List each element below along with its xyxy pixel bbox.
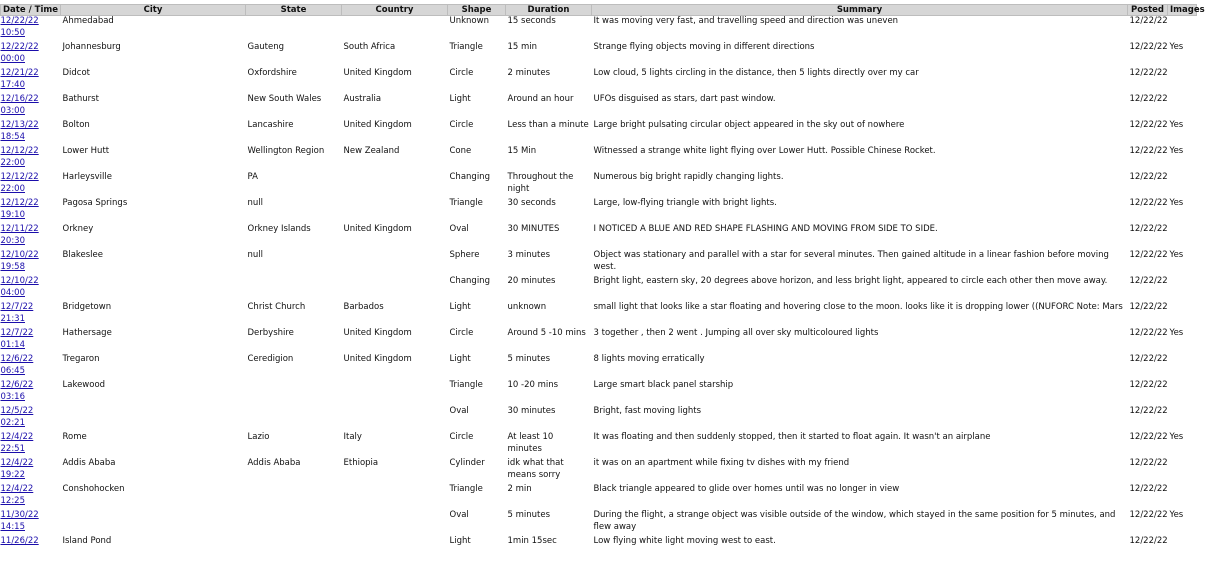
- date-time-cell: [1, 328, 61, 354]
- images-cell: [1168, 172, 1197, 198]
- date-time-link[interactable]: [1, 510, 39, 532]
- date-time-link[interactable]: [1, 458, 34, 480]
- images-cell: Yes: [1169, 432, 1184, 442]
- city-cell: Island Pond: [62, 536, 112, 546]
- duration-cell: 30 minutes: [507, 406, 556, 416]
- duration-cell: 1min 15sec: [507, 536, 557, 546]
- country-cell: Australia: [343, 94, 382, 104]
- duration-cell: 15 min: [507, 42, 538, 52]
- posted-cell: 12/22/22: [1129, 536, 1168, 546]
- country-cell: Italy: [343, 432, 362, 442]
- table-row: [1, 510, 1197, 536]
- images-cell: [1168, 536, 1197, 562]
- duration-cell: 10 -20 mins: [507, 380, 559, 390]
- date-time-link[interactable]: [1, 354, 34, 376]
- time-text: 20:30: [0, 235, 25, 246]
- date-text: 12/12/22: [0, 198, 39, 208]
- header-duration[interactable]: Duration: [506, 5, 592, 16]
- table-row: [1, 432, 1197, 458]
- country-cell: [342, 276, 448, 302]
- city-cell: Orkney: [62, 224, 94, 234]
- date-text: 12/22/22: [0, 42, 39, 52]
- duration-cell: Around 5 -10 mins: [507, 328, 586, 338]
- country-cell: United Kingdom: [343, 354, 412, 364]
- summary-cell: It was moving very fast, and travelling speed and direction was uneven: [593, 16, 899, 26]
- posted-cell: 12/22/22: [1129, 302, 1168, 312]
- summary-cell: Large, low-flying triangle with bright lights.: [593, 198, 777, 208]
- summary-cell: Bright, fast moving lights: [593, 406, 701, 416]
- date-text: 12/6/22: [0, 380, 34, 390]
- date-time-link[interactable]: [1, 484, 34, 506]
- header-city[interactable]: City: [61, 5, 246, 16]
- images-cell: Yes: [1169, 120, 1184, 130]
- images-cell: Yes: [1169, 328, 1184, 338]
- posted-cell: 12/22/22: [1129, 224, 1168, 234]
- date-time-link[interactable]: [1, 16, 39, 38]
- country-cell: [342, 172, 448, 198]
- duration-cell: 15 Min: [507, 146, 537, 156]
- date-text: 12/12/22: [0, 172, 39, 182]
- date-time-link[interactable]: [1, 68, 39, 90]
- images-cell: [1168, 484, 1197, 510]
- header-date-time[interactable]: Date / Time: [1, 5, 61, 16]
- city-cell: Rome: [62, 432, 87, 442]
- table-row: [1, 146, 1197, 172]
- shape-cell: Triangle: [449, 484, 483, 494]
- shape-cell: Light: [449, 302, 471, 312]
- table-row: [1, 380, 1197, 406]
- images-cell: [1168, 302, 1197, 328]
- duration-cell: Less than a minute: [507, 120, 589, 130]
- images-cell: Yes: [1169, 198, 1184, 208]
- table-row: [1, 198, 1197, 224]
- table-row: [1, 172, 1197, 198]
- date-time-link[interactable]: [1, 328, 34, 350]
- date-time-link[interactable]: [1, 224, 39, 246]
- city-cell: [61, 276, 246, 302]
- summary-cell: Object was stationary and parallel with a star for several minutes. Then gained altitude in a linear fashion before moving west.: [593, 250, 1109, 272]
- duration-cell: 30 MINUTES: [507, 224, 560, 234]
- summary-cell: Witnessed a strange white light flying over Lower Hutt. Possible Chinese Rocket.: [593, 146, 936, 156]
- shape-cell: Triangle: [449, 380, 483, 390]
- header-state[interactable]: State: [246, 5, 342, 16]
- images-cell: [1168, 354, 1197, 380]
- date-time-cell: [1, 42, 61, 68]
- date-time-cell: [1, 276, 61, 302]
- date-time-cell: [1, 146, 61, 172]
- country-cell: [342, 510, 448, 536]
- summary-cell: Large smart black panel starship: [593, 380, 734, 390]
- posted-cell: 12/22/22: [1129, 198, 1168, 208]
- shape-cell: Triangle: [449, 42, 483, 52]
- posted-cell: 12/22/22: [1129, 380, 1168, 390]
- images-cell: [1168, 458, 1197, 484]
- images-cell: Yes: [1169, 510, 1184, 520]
- duration-cell: 15 seconds: [507, 16, 556, 26]
- state-cell: Orkney Islands: [247, 224, 311, 234]
- header-summary[interactable]: Summary: [592, 5, 1128, 16]
- state-cell: [246, 510, 342, 536]
- date-time-cell: [1, 406, 61, 432]
- posted-cell: 12/22/22: [1129, 16, 1168, 26]
- time-text: 03:00: [0, 105, 25, 116]
- date-text: 12/5/22: [0, 406, 34, 416]
- city-cell: Addis Ababa: [62, 458, 116, 468]
- posted-cell: 12/22/22: [1129, 458, 1168, 468]
- city-cell: Didcot: [62, 68, 91, 78]
- table-row: [1, 458, 1197, 484]
- posted-cell: 12/22/22: [1129, 354, 1168, 364]
- date-text: 11/30/22: [0, 510, 39, 520]
- state-cell: PA: [247, 172, 258, 182]
- state-cell: null: [247, 250, 263, 260]
- duration-cell: 5 minutes: [507, 510, 551, 520]
- images-cell: [1168, 406, 1197, 432]
- date-time-cell: [1, 224, 61, 250]
- header-posted[interactable]: Posted: [1128, 5, 1168, 16]
- date-text: 12/4/22: [0, 432, 34, 442]
- table-row: [1, 250, 1197, 276]
- date-time-link[interactable]: [1, 42, 39, 64]
- time-text: 14:15: [0, 521, 25, 532]
- state-cell: [246, 16, 342, 43]
- state-cell: Gauteng: [247, 42, 285, 52]
- summary-cell: it was on an apartment while fixing tv dishes with my friend: [593, 458, 850, 468]
- state-cell: [246, 406, 342, 432]
- country-cell: [342, 16, 448, 43]
- summary-cell: small light that looks like a star floating and hovering close to the moon. looks like it is dropping lower ((NUFORC Note: Mars: [593, 302, 1123, 312]
- time-text: 04:00: [0, 287, 25, 298]
- summary-cell: Large bright pulsating circular object appeared in the sky out of nowhere: [593, 120, 905, 130]
- table-row: [1, 354, 1197, 380]
- city-cell: [61, 510, 246, 536]
- date-time-cell: [1, 172, 61, 198]
- posted-cell: 12/22/22: [1129, 328, 1168, 338]
- table-row: [1, 68, 1197, 94]
- country-cell: Barbados: [343, 302, 384, 312]
- date-time-cell: [1, 94, 61, 120]
- time-text: 10:50: [0, 27, 25, 38]
- header-images[interactable]: Images: [1168, 5, 1197, 16]
- date-time-link[interactable]: [1, 198, 39, 220]
- date-time-link[interactable]: [1, 146, 39, 168]
- date-text: 12/10/22: [0, 250, 39, 260]
- posted-cell: 12/22/22: [1129, 42, 1168, 52]
- images-cell: Yes: [1169, 146, 1184, 156]
- summary-cell: It was floating and then suddenly stopped, then it started to float again. It wasn't an airplane: [593, 432, 991, 442]
- state-cell: [246, 536, 342, 562]
- country-cell: United Kingdom: [343, 328, 412, 338]
- images-cell: [1168, 224, 1197, 250]
- date-text: 12/7/22: [0, 302, 34, 312]
- shape-cell: Cylinder: [449, 458, 485, 468]
- header-country[interactable]: Country: [342, 5, 448, 16]
- duration-cell: 2 minutes: [507, 68, 551, 78]
- shape-cell: Oval: [449, 224, 469, 234]
- posted-cell: 12/22/22: [1129, 406, 1168, 416]
- shape-cell: Circle: [449, 120, 474, 130]
- date-time-link[interactable]: [1, 276, 39, 298]
- shape-cell: Cone: [449, 146, 472, 156]
- date-text: 12/16/22: [0, 94, 39, 104]
- time-text: 02:21: [0, 417, 25, 428]
- duration-cell: unknown: [507, 302, 547, 312]
- date-text: 12/21/22: [0, 68, 39, 78]
- country-cell: [342, 484, 448, 510]
- images-cell: Yes: [1169, 250, 1184, 260]
- shape-cell: Changing: [449, 172, 490, 182]
- state-cell: New South Wales: [247, 94, 322, 104]
- city-cell: Lower Hutt: [62, 146, 110, 156]
- posted-cell: 12/22/22: [1129, 250, 1168, 260]
- date-time-cell: [1, 250, 61, 276]
- table-row: [1, 406, 1197, 432]
- date-text: 12/22/22: [0, 16, 39, 26]
- city-cell: Pagosa Springs: [62, 198, 128, 208]
- date-time-link[interactable]: [1, 406, 34, 428]
- duration-cell: 30 seconds: [507, 198, 556, 208]
- city-cell: Harleysville: [62, 172, 112, 182]
- table-row: [1, 484, 1197, 510]
- summary-cell: 3 together , then 2 went . Jumping all over sky multicoloured lights: [593, 328, 879, 338]
- summary-cell: Strange flying objects moving in different directions: [593, 42, 815, 52]
- date-time-link[interactable]: [1, 302, 34, 324]
- state-cell: Lancashire: [247, 120, 294, 130]
- state-cell: Christ Church: [247, 302, 306, 312]
- posted-cell: 12/22/22: [1129, 172, 1168, 182]
- country-cell: [342, 380, 448, 406]
- summary-cell: Low cloud, 5 lights circling in the distance, then 5 lights directly over my car: [593, 68, 919, 78]
- city-cell: Tregaron: [62, 354, 100, 364]
- date-time-cell: [1, 484, 61, 510]
- city-cell: Conshohocken: [62, 484, 125, 494]
- table-row: [1, 536, 1197, 562]
- summary-cell: Bright light, eastern sky, 20 degrees above horizon, and less bright light, appeared to circle each other then move away.: [593, 276, 1108, 286]
- summary-cell: Black triangle appeared to glide over homes until was no longer in view: [593, 484, 900, 494]
- state-cell: [246, 484, 342, 510]
- images-cell: [1168, 68, 1197, 94]
- time-text: 03:16: [0, 391, 25, 402]
- time-text: 22:51: [0, 443, 25, 454]
- table-header-row: [1, 5, 1197, 16]
- duration-cell: 2 min: [507, 484, 532, 494]
- time-text: 06:45: [0, 365, 25, 376]
- posted-cell: 12/22/22: [1129, 146, 1168, 156]
- posted-cell: 12/22/22: [1129, 276, 1168, 286]
- table-row: [1, 16, 1197, 43]
- duration-cell: Throughout the night: [507, 172, 574, 194]
- state-cell: Ceredigion: [247, 354, 294, 364]
- country-cell: New Zealand: [343, 146, 400, 156]
- time-text: 12:25: [0, 495, 25, 506]
- date-time-cell: [1, 120, 61, 146]
- shape-cell: Oval: [449, 406, 469, 416]
- duration-cell: 20 minutes: [507, 276, 556, 286]
- date-time-cell: [1, 198, 61, 224]
- date-time-cell: [1, 354, 61, 380]
- date-text: 12/11/22: [0, 224, 39, 234]
- date-time-cell: [1, 432, 61, 458]
- time-text: 19:10: [0, 209, 25, 220]
- state-cell: null: [247, 198, 263, 208]
- city-cell: [61, 406, 246, 432]
- date-text: 12/12/22: [0, 146, 39, 156]
- date-time-link[interactable]: [1, 172, 39, 194]
- state-cell: Wellington Region: [247, 146, 325, 156]
- date-text: 12/4/22: [0, 458, 34, 468]
- time-text: 17:40: [0, 79, 25, 90]
- country-cell: United Kingdom: [343, 120, 412, 130]
- header-shape[interactable]: Shape: [448, 5, 506, 16]
- time-text: 19:58: [0, 261, 25, 272]
- state-cell: Lazio: [247, 432, 270, 442]
- country-cell: [342, 250, 448, 276]
- time-text: 22:00: [0, 157, 25, 168]
- table-row: [1, 120, 1197, 146]
- date-text: 12/7/22: [0, 328, 34, 338]
- date-text: 12/4/22: [0, 484, 34, 494]
- date-time-cell: [1, 16, 61, 43]
- shape-cell: Unknown: [449, 16, 489, 26]
- country-cell: Ethiopia: [343, 458, 379, 468]
- posted-cell: 12/22/22: [1129, 510, 1168, 520]
- country-cell: [342, 198, 448, 224]
- city-cell: Blakeslee: [62, 250, 103, 260]
- duration-cell: idk what that means sorry: [507, 458, 564, 480]
- duration-cell: At least 10 minutes: [507, 432, 554, 454]
- date-time-cell: [1, 68, 61, 94]
- country-cell: [342, 536, 448, 562]
- date-time-cell: [1, 302, 61, 328]
- table-row: [1, 328, 1197, 354]
- date-text: 12/13/22: [0, 120, 39, 130]
- state-cell: Oxfordshire: [247, 68, 297, 78]
- shape-cell: Circle: [449, 68, 474, 78]
- date-time-cell: [1, 510, 61, 536]
- time-text: 00:00: [0, 53, 25, 64]
- images-cell: [1168, 94, 1197, 120]
- posted-cell: 12/22/22: [1129, 94, 1168, 104]
- summary-cell: 8 lights moving erratically: [593, 354, 705, 364]
- shape-cell: Light: [449, 536, 471, 546]
- shape-cell: Light: [449, 354, 471, 364]
- summary-cell: UFOs disguised as stars, dart past window.: [593, 94, 776, 104]
- duration-cell: 3 minutes: [507, 250, 551, 260]
- date-time-cell: [1, 536, 61, 562]
- state-cell: Addis Ababa: [247, 458, 301, 468]
- images-cell: [1168, 16, 1197, 43]
- city-cell: Johannesburg: [62, 42, 121, 52]
- date-time-link[interactable]: [1, 432, 34, 454]
- date-time-link[interactable]: [1, 380, 34, 402]
- table-row: [1, 224, 1197, 250]
- city-cell: Bathurst: [62, 94, 99, 104]
- duration-cell: Around an hour: [507, 94, 574, 104]
- city-cell: Hathersage: [62, 328, 112, 338]
- state-cell: [246, 276, 342, 302]
- state-cell: [246, 380, 342, 406]
- date-time-link[interactable]: [1, 94, 39, 116]
- date-time-link[interactable]: [1, 536, 39, 546]
- date-text: 12/10/22: [0, 276, 39, 286]
- date-text: 12/6/22: [0, 354, 34, 364]
- state-cell: Derbyshire: [247, 328, 294, 338]
- posted-cell: 12/22/22: [1129, 432, 1168, 442]
- summary-cell: Low flying white light moving west to east.: [593, 536, 776, 546]
- country-cell: United Kingdom: [343, 224, 412, 234]
- images-cell: Yes: [1169, 42, 1184, 52]
- city-cell: Lakewood: [62, 380, 106, 390]
- time-text: 22:00: [0, 183, 25, 194]
- summary-cell: During the flight, a strange object was visible outside of the window, which stayed in the same position for 5 minutes, and flew away: [593, 510, 1116, 532]
- posted-cell: 12/22/22: [1129, 120, 1168, 130]
- table-row: [1, 276, 1197, 302]
- table-row: [1, 94, 1197, 120]
- shape-cell: Oval: [449, 510, 469, 520]
- shape-cell: Circle: [449, 328, 474, 338]
- country-cell: United Kingdom: [343, 68, 412, 78]
- date-text: 11/26/22: [0, 536, 39, 546]
- duration-cell: 5 minutes: [507, 354, 551, 364]
- city-cell: Ahmedabad: [62, 16, 114, 26]
- date-time-cell: [1, 458, 61, 484]
- city-cell: Bridgetown: [62, 302, 112, 312]
- time-text: 01:14: [0, 339, 25, 350]
- date-time-cell: [1, 380, 61, 406]
- time-text: 21:31: [0, 313, 25, 324]
- shape-cell: Triangle: [449, 198, 483, 208]
- shape-cell: Changing: [449, 276, 490, 286]
- date-time-link[interactable]: [1, 250, 39, 272]
- table-row: [1, 302, 1197, 328]
- images-cell: [1168, 276, 1197, 302]
- shape-cell: Light: [449, 94, 471, 104]
- city-cell: Bolton: [62, 120, 90, 130]
- time-text: 18:54: [0, 131, 25, 142]
- shape-cell: Sphere: [449, 250, 480, 260]
- summary-cell: Numerous big bright rapidly changing lights.: [593, 172, 784, 182]
- date-time-link[interactable]: [1, 120, 39, 142]
- images-cell: [1168, 380, 1197, 406]
- country-cell: [342, 406, 448, 432]
- table-row: [1, 42, 1197, 68]
- posted-cell: 12/22/22: [1129, 68, 1168, 78]
- posted-cell: 12/22/22: [1129, 484, 1168, 494]
- summary-cell: I NOTICED A BLUE AND RED SHAPE FLASHING AND MOVING FROM SIDE TO SIDE.: [593, 224, 938, 234]
- ufo-reports-table: [0, 4, 1205, 562]
- shape-cell: Circle: [449, 432, 474, 442]
- time-text: 19:22: [0, 469, 25, 480]
- country-cell: South Africa: [343, 42, 396, 52]
